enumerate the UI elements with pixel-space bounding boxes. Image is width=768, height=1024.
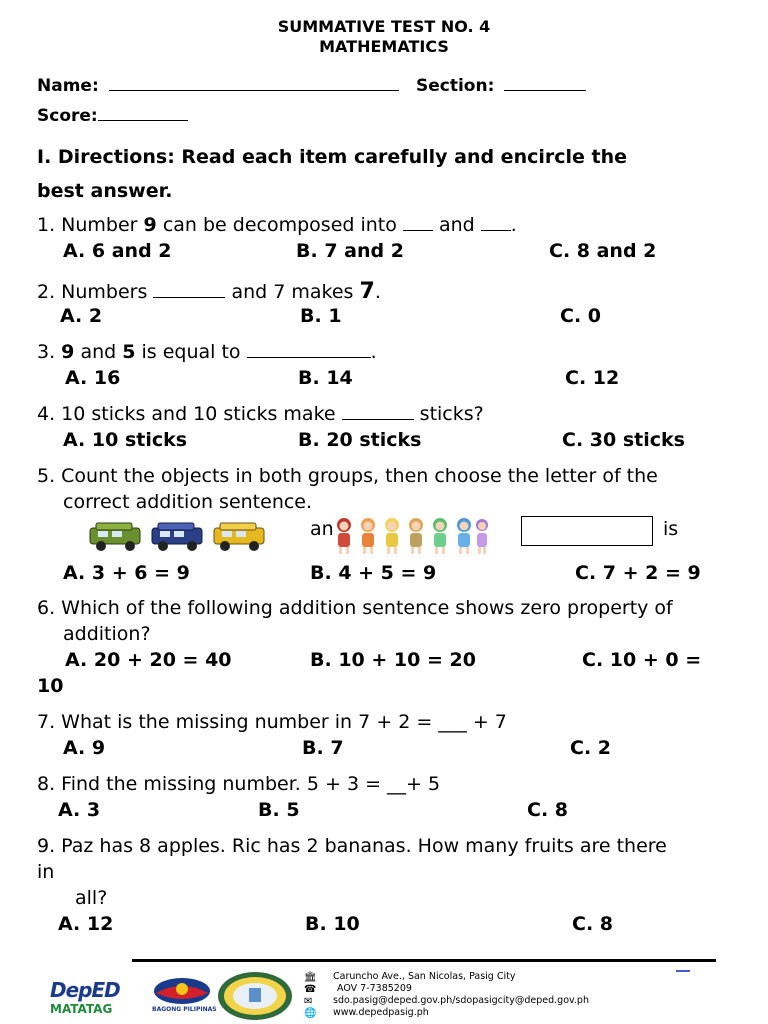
q9-line2: in bbox=[37, 861, 55, 883]
web-icon: 🌐 bbox=[304, 1008, 317, 1019]
q7-option-a[interactable]: A. 9 bbox=[63, 737, 106, 759]
q1-number: 9 bbox=[143, 214, 157, 236]
q8-option-c[interactable]: C. 8 bbox=[527, 799, 568, 821]
doll-icon bbox=[385, 518, 399, 554]
test-title: SUMMATIVE TEST NO. 4 bbox=[277, 17, 491, 36]
q2-option-b[interactable]: B. 1 bbox=[300, 305, 342, 327]
deped-logo bbox=[50, 978, 120, 1002]
q3-option-c[interactable]: C. 12 bbox=[565, 367, 620, 389]
jeepney-icon bbox=[90, 523, 140, 551]
name-line bbox=[109, 76, 399, 91]
directions-line2: best answer. bbox=[37, 180, 173, 202]
q6-line1: 6. Which of the following addition sentence shows zero property of bbox=[37, 597, 673, 619]
q5-line2: correct addition sentence. bbox=[63, 491, 313, 513]
q6-line2: addition? bbox=[63, 623, 151, 645]
q3-number1: 9 bbox=[61, 341, 75, 363]
doll-icon bbox=[361, 518, 375, 554]
bagong-pilipinas-text: BAGONG PILIPINAS bbox=[152, 1006, 217, 1013]
q3-text2: is equal to bbox=[135, 341, 247, 363]
q3-and: and bbox=[74, 341, 123, 363]
q4-option-a[interactable]: A. 10 sticks bbox=[63, 429, 188, 451]
q4-blank bbox=[342, 405, 414, 420]
q6-option-c-cont: 10 bbox=[37, 675, 64, 697]
question-4 bbox=[37, 403, 484, 425]
q2-end: . bbox=[374, 281, 381, 303]
footer-divider bbox=[132, 959, 716, 962]
question-2 bbox=[37, 279, 381, 304]
q1-option-b[interactable]: B. 7 and 2 bbox=[296, 240, 404, 262]
section-field bbox=[416, 76, 586, 96]
q1-text2: can be decomposed into bbox=[156, 214, 403, 236]
q5-option-c[interactable]: C. 7 + 2 = 9 bbox=[575, 562, 701, 584]
q6-option-a[interactable]: A. 20 + 20 = 40 bbox=[65, 649, 232, 671]
footer-address: Caruncho Ave., San Nicolas, Pasig City bbox=[333, 971, 516, 982]
q2-text2: and 7 makes bbox=[225, 281, 360, 303]
doll-icon bbox=[476, 519, 488, 554]
doll-icon bbox=[409, 518, 423, 554]
jeepney-icon bbox=[214, 523, 264, 551]
section-line bbox=[504, 76, 586, 91]
q2-blank bbox=[153, 283, 225, 298]
footer-email[interactable]: sdo.pasig@deped.gov.ph/sdopasigcity@deped.gov.ph bbox=[333, 995, 589, 1006]
doll-group bbox=[330, 516, 490, 556]
doll-icon bbox=[457, 518, 471, 554]
matatag-logo: MATATAG bbox=[50, 1002, 113, 1016]
deped-logo-text: DepED bbox=[50, 978, 120, 1002]
q2-text: 2. Numbers bbox=[37, 281, 154, 303]
q8-option-a[interactable]: A. 3 bbox=[58, 799, 101, 821]
q5-is-text: is bbox=[663, 518, 679, 540]
q1-option-c[interactable]: C. 8 and 2 bbox=[549, 240, 657, 262]
phone-icon: ☎ bbox=[304, 984, 317, 995]
question-1 bbox=[37, 214, 517, 236]
subject-title: MATHEMATICS bbox=[319, 37, 449, 56]
q3-number2: 5 bbox=[122, 341, 136, 363]
q9-option-b[interactable]: B. 10 bbox=[305, 913, 360, 935]
jeepney-group bbox=[86, 520, 268, 554]
name-field bbox=[37, 76, 399, 96]
q6-option-b[interactable]: B. 10 + 10 = 20 bbox=[310, 649, 476, 671]
doll-icon bbox=[337, 518, 351, 554]
q9-option-c[interactable]: C. 8 bbox=[572, 913, 613, 935]
section-label: Section: bbox=[416, 76, 495, 96]
q2-number: 7 bbox=[359, 279, 375, 304]
q7-option-c[interactable]: C. 2 bbox=[570, 737, 611, 759]
q9-line3: all? bbox=[75, 887, 108, 909]
q8-option-b[interactable]: B. 5 bbox=[258, 799, 300, 821]
q5-and-text: an bbox=[310, 518, 334, 540]
jeepney-icon bbox=[152, 523, 202, 551]
q3-option-a[interactable]: A. 16 bbox=[65, 367, 121, 389]
directions-line1: I. Directions: Read each item carefully and encircle the bbox=[37, 146, 628, 168]
q1-end: . bbox=[510, 214, 517, 236]
question-8: 8. Find the missing number. 5 + 3 = __+ 5 bbox=[37, 773, 441, 795]
footer-accent-mark bbox=[676, 970, 690, 972]
q1-blank2 bbox=[481, 216, 511, 231]
building-icon: 🏛 bbox=[304, 972, 317, 983]
q3-text: 3. bbox=[37, 341, 62, 363]
q5-option-b[interactable]: B. 4 + 5 = 9 bbox=[310, 562, 437, 584]
question-7: 7. What is the missing number in 7 + 2 = ___ + 7 bbox=[37, 711, 507, 733]
sdo-pasig-seal bbox=[216, 970, 294, 1022]
q4-option-c[interactable]: C. 30 sticks bbox=[562, 429, 685, 451]
q5-line1: 5. Count the objects in both groups, then choose the letter of the bbox=[37, 465, 658, 487]
q1-blank1 bbox=[403, 216, 433, 231]
q3-end: . bbox=[370, 341, 377, 363]
email-icon: ✉ bbox=[304, 996, 313, 1007]
q5-option-a[interactable]: A. 3 + 6 = 9 bbox=[63, 562, 190, 584]
doll-icon bbox=[433, 518, 447, 554]
q3-option-b[interactable]: B. 14 bbox=[298, 367, 353, 389]
score-label: Score: bbox=[37, 106, 98, 126]
q4-text: 4. 10 sticks and 10 sticks make bbox=[37, 403, 342, 425]
q7-option-b[interactable]: B. 7 bbox=[302, 737, 344, 759]
q4-option-b[interactable]: B. 20 sticks bbox=[298, 429, 422, 451]
footer-contact-icons bbox=[296, 972, 328, 1022]
q3-blank bbox=[247, 343, 371, 358]
name-label: Name: bbox=[37, 76, 99, 96]
score-field bbox=[37, 106, 188, 126]
question-3 bbox=[37, 341, 377, 363]
q2-option-a[interactable]: A. 2 bbox=[60, 305, 103, 327]
q1-and: and bbox=[432, 214, 481, 236]
q9-line1: 9. Paz has 8 apples. Ric has 2 bananas. How many fruits are there bbox=[37, 835, 667, 857]
score-line bbox=[98, 106, 188, 121]
q4-text2: sticks? bbox=[413, 403, 484, 425]
footer-phone: AOV 7-7385209 bbox=[337, 983, 412, 994]
footer-web[interactable]: www.depedpasig.ph bbox=[333, 1007, 429, 1018]
q9-option-a[interactable]: A. 12 bbox=[58, 913, 114, 935]
q6-option-c[interactable]: C. 10 + 0 = bbox=[582, 649, 702, 671]
q2-option-c[interactable]: C. 0 bbox=[560, 305, 601, 327]
q1-option-a[interactable]: A. 6 and 2 bbox=[63, 240, 172, 262]
q5-answer-box[interactable] bbox=[521, 516, 653, 546]
q1-text: 1. Number bbox=[37, 214, 144, 236]
